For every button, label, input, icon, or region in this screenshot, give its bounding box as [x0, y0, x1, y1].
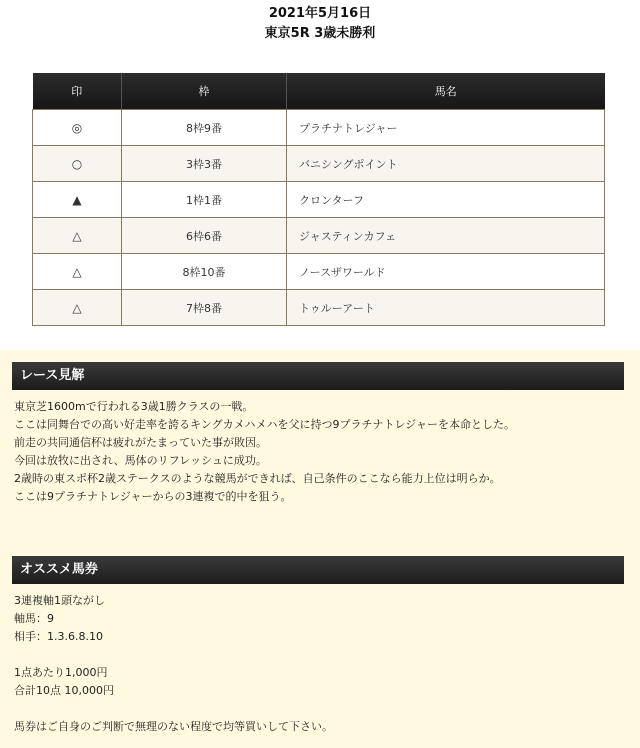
analysis-line: 今回は放牧に出され、馬体のリフレッシュに成功。 — [14, 454, 267, 467]
analysis-line: 東京芝1600mで行われる3歳1勝クラスの一戦。 — [14, 400, 254, 413]
commentary-panel — [0, 350, 640, 748]
analysis-line: ここは同舞台での高い好走率を誇るキングカメハメハを父に持つ9プラチナトレジャーを本命とした。 — [14, 418, 515, 431]
mark-cell: △ — [33, 290, 122, 326]
table-header-row — [33, 73, 605, 110]
horse-name-cell: トゥルーアート — [287, 290, 605, 326]
horse-name-cell: バニシングポイント — [287, 146, 605, 182]
mark-cell: △ — [33, 254, 122, 290]
table-row — [33, 110, 605, 146]
horse-name-cell: ジャスティンカフェ — [287, 218, 605, 254]
horse-name-cell: プラチナトレジャー — [287, 110, 605, 146]
frame-cell: 7枠8番 — [122, 290, 287, 326]
table-row — [33, 290, 605, 326]
frame-cell: 8枠10番 — [122, 254, 287, 290]
axis-horse: 軸馬：9 — [14, 612, 54, 625]
frame-cell: 1枠1番 — [122, 182, 287, 218]
horse-name-cell: クロンターフ — [287, 182, 605, 218]
analysis-text — [14, 398, 626, 506]
column-header-mark: 印 — [33, 73, 122, 110]
table-row — [33, 218, 605, 254]
column-header-horse: 馬名 — [287, 73, 605, 110]
total-amount: 合計10点 10,000円 — [14, 684, 114, 697]
recommend-heading: オススメ馬券 — [12, 556, 624, 584]
race-title: 東京5R 3歳未勝利 — [264, 26, 376, 41]
prediction-table — [32, 73, 605, 326]
recommend-text — [14, 592, 626, 736]
race-date: 2021年5月16日 — [268, 6, 372, 21]
table-row — [33, 254, 605, 290]
column-header-frame: 枠 — [122, 73, 287, 110]
bet-type: 3連複軸1頭ながし — [14, 594, 105, 607]
analysis-line: 2歳時の東スポ杯2歳ステークスのような競馬ができれば、自己条件のここなら能力上位は明らか。 — [14, 472, 501, 485]
frame-cell: 6枠6番 — [122, 218, 287, 254]
table-row — [33, 146, 605, 182]
mark-cell: ○ — [33, 146, 122, 182]
frame-cell: 8枠9番 — [122, 110, 287, 146]
analysis-line: 前走の共同通信杯は疲れがたまっていた事が敗因。 — [14, 436, 267, 449]
mark-cell: ▲ — [33, 182, 122, 218]
table-row — [33, 182, 605, 218]
per-point-amount: 1点あたり1,000円 — [14, 666, 108, 679]
mark-cell: ◎ — [33, 110, 122, 146]
analysis-line: ここは9プラチナトレジャーからの3連複で的中を狙う。 — [14, 490, 292, 503]
frame-cell: 3枠3番 — [122, 146, 287, 182]
horse-name-cell: ノースザワールド — [287, 254, 605, 290]
mark-cell: △ — [33, 218, 122, 254]
disclaimer: 馬券はご自身のご判断で無理のない程度で均等買いして下さい。 — [14, 720, 333, 733]
partner-horses: 相手：1.3.6.8.10 — [14, 630, 103, 643]
race-header — [0, 4, 640, 44]
analysis-heading: レース見解 — [12, 362, 624, 390]
